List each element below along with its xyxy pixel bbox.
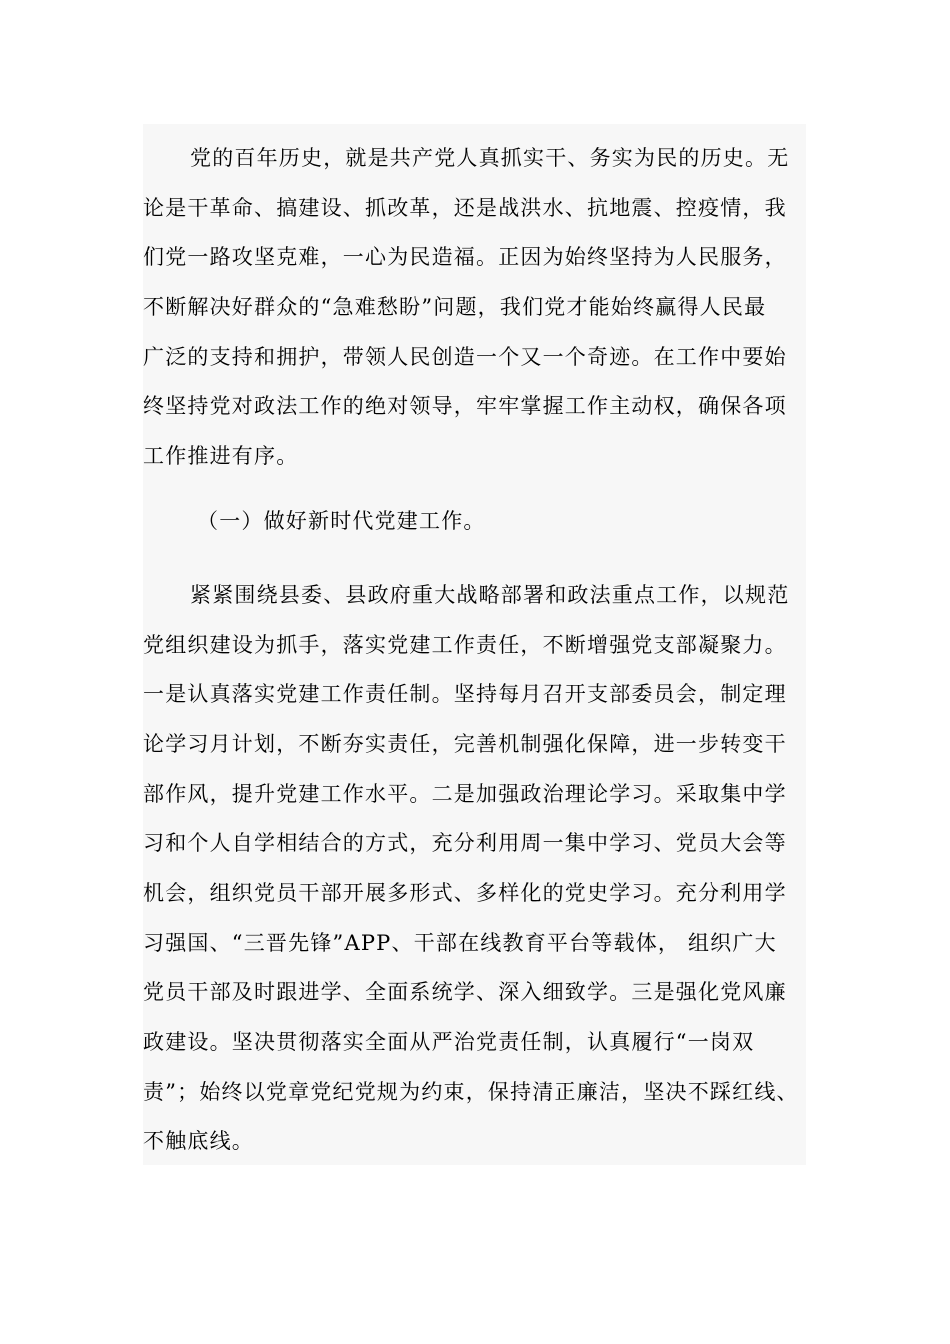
paragraph-1-line-1: 党的百年历史，就是共产党人真抓实干、务实为民的历史。无 <box>190 146 790 170</box>
document-body <box>143 124 806 1165</box>
paragraph-2-line-12: 不触底线。 <box>143 1129 254 1153</box>
paragraph-2-line-6: 习和个人自学相结合的方式，充分利用周一集中学习、党员大会等 <box>143 831 787 855</box>
paragraph-2-line-5: 部作风，提升党建工作水平。二是加强政治理论学习。采取集中学 <box>143 782 787 806</box>
paragraph-1-line-5: 广泛的支持和拥护，带领人民创造一个又一个奇迹。在工作中要始 <box>143 345 787 369</box>
paragraph-2-line-7: 机会，组织党员干部开展多形式、多样化的党史学习。充分利用学 <box>143 881 787 905</box>
paragraph-2-line-2: 党组织建设为抓手，落实党建工作责任，不断增强党支部凝聚力。 <box>143 633 787 657</box>
paragraph-2-line-3: 一是认真落实党建工作责任制。坚持每月召开支部委员会，制定理 <box>143 682 787 706</box>
paragraph-2-line-1: 紧紧围绕县委、县政府重大战略部署和政法重点工作，以规范 <box>190 583 790 607</box>
paragraph-1-line-4: 不断解决好群众的“急难愁盼”问题，我们党才能始终赢得人民最 <box>143 295 767 319</box>
section-heading: （一）做好新时代党建工作。 <box>197 509 486 533</box>
paragraph-2-line-11: 责”；始终以党章党纪党规为约束，保持清正廉洁，坚决不踩红线、 <box>143 1080 799 1104</box>
paragraph-2-line-9: 党员干部及时跟进学、全面系统学、深入细致学。三是强化党风廉 <box>143 980 787 1004</box>
paragraph-2-line-8: 习强国、“三晋先锋”APP、干部在线教育平台等载体， 组织广大 <box>143 931 777 955</box>
paragraph-1-line-2: 论是干革命、搞建设、抓改革，还是战洪水、抗地震、控疫情，我 <box>143 196 787 220</box>
paragraph-1-line-3: 们党一路攻坚克难，一心为民造福。正因为始终坚持为人民服务， <box>143 245 787 269</box>
paragraph-1-line-7: 工作推进有序。 <box>143 444 299 468</box>
paragraph-2-line-4: 论学习月计划，不断夯实责任，完善机制强化保障，进一步转变干 <box>143 732 787 756</box>
paragraph-2-line-10: 政建设。坚决贯彻落实全面从严治党责任制，认真履行“一岗双 <box>143 1030 755 1054</box>
paragraph-1-line-6: 终坚持党对政法工作的绝对领导，牢牢掌握工作主动权，确保各项 <box>143 394 787 418</box>
